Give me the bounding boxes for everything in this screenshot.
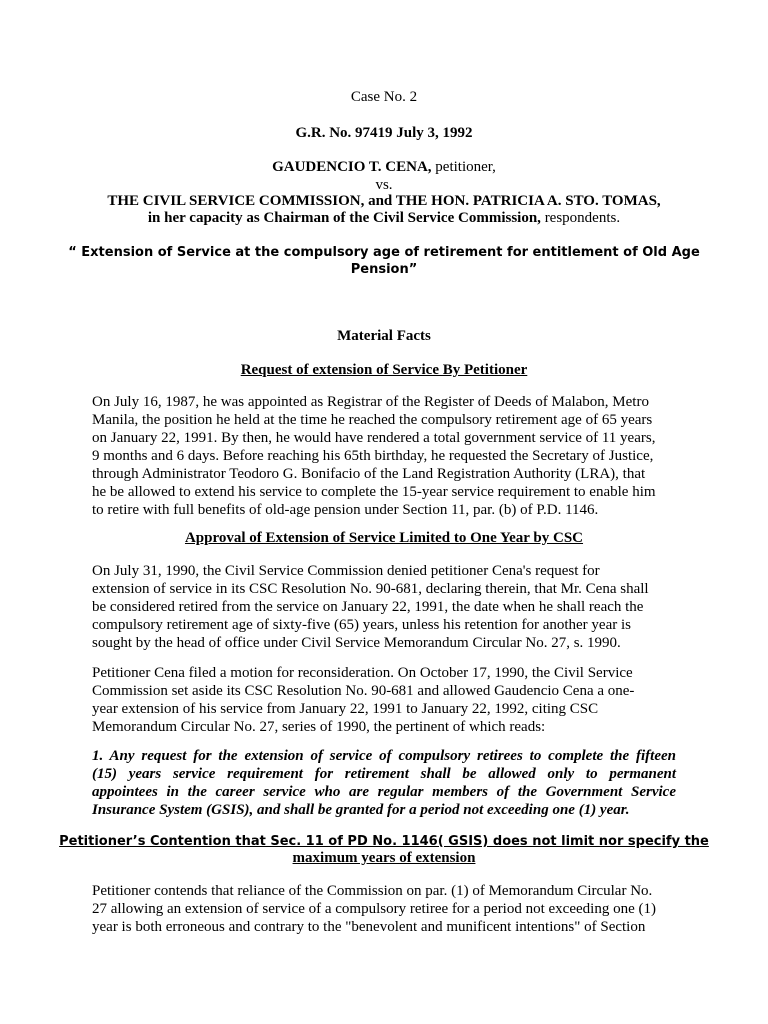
- section-heading-contention-2: maximum years of extension: [292, 850, 476, 866]
- respondents-line-2: [0, 209, 768, 227]
- paragraph-line: he be allowed to extend his service to complete the 15-year service requirement to enable him: [92, 484, 656, 500]
- paragraph-denial: [92, 562, 676, 652]
- paragraph-reconsideration: [92, 664, 676, 736]
- paragraph-line: Commission set aside its CSC Resolution No. 90-681 and allowed Gaudencio Cena a one-: [92, 683, 635, 699]
- paragraph-line: to retire with full benefits of old-age pension under Section 11, par. (b) of P.D. 1146.: [92, 502, 599, 518]
- paragraph-line: On July 31, 1990, the Civil Service Commission denied petitioner Cena's request for: [92, 563, 600, 579]
- paragraph-line: through Administrator Teodoro G. Bonifacio of the Land Registration Authority (LRA), that: [92, 466, 646, 482]
- quote-line: appointees in the career service who are regular members of the Government Service: [92, 784, 676, 800]
- paragraph-line: Petitioner contends that reliance of the Commission on par. (1) of Memorandum Circular No.: [92, 883, 653, 899]
- paragraph-line: On July 16, 1987, he was appointed as Registrar of the Register of Deeds of Malabon, Metro: [92, 394, 649, 410]
- section-heading-request: Request of extension of Service By Petitioner: [240, 362, 528, 378]
- material-facts-title: Material Facts: [337, 328, 431, 344]
- paragraph-line: be considered retired from the service on January 22, 1991, the date when he shall reach the: [92, 599, 644, 615]
- case-topic-line-2: Pension”: [350, 262, 418, 277]
- quote-line: (15) years service requirement for retirement shall be allowed only to permanent: [92, 766, 676, 782]
- versus: vs.: [375, 177, 393, 193]
- petitioner-role: petitioner,: [431, 159, 496, 175]
- paragraph-request: [92, 393, 676, 519]
- respondents-role: respondents.: [540, 210, 621, 226]
- paragraph-line: compulsory retirement age of sixty-five (65) years, unless his retention for another year is: [92, 617, 631, 633]
- paragraph-line: year extension of his service from January 22, 1991 to January 22, 1992, citing CSC: [92, 701, 599, 717]
- paragraph-line: Manila, the position he held at the time he reached the compulsory retirement age of 65 years: [92, 412, 653, 428]
- case-topic-line-1: “ Extension of Service at the compulsory age of retirement for entitlement of Old Age: [68, 245, 700, 260]
- paragraph-line: 27 allowing an extension of service of a compulsory retiree for a period not exceeding one (1): [92, 901, 656, 917]
- case-number: Case No. 2: [350, 89, 418, 105]
- paragraph-line: extension of service in its CSC Resolution No. 90-681, declaring therein, that Mr. Cena shall: [92, 581, 649, 597]
- respondents-line-1: THE CIVIL SERVICE COMMISSION, and THE HON. PATRICIA A. STO. TOMAS,: [107, 193, 661, 209]
- paragraph-contention: [92, 882, 676, 936]
- petitioner-line: [0, 158, 768, 176]
- petitioner-name: GAUDENCIO T. CENA,: [272, 159, 432, 175]
- quote-line: Insurance System (GSIS), and shall be granted for a period not exceeding one (1) year.: [92, 802, 630, 818]
- quoted-circular: [92, 747, 676, 819]
- section-heading-contention-1: Petitioner’s Contention that Sec. 11 of PD No. 1146( GSIS) does not limit nor specify the: [59, 834, 709, 849]
- paragraph-line: Petitioner Cena filed a motion for reconsideration. On October 17, 1990, the Civil Service: [92, 665, 633, 681]
- respondents-capacity: in her capacity as Chairman of the Civil Service Commission,: [147, 210, 541, 226]
- paragraph-line: year is both erroneous and contrary to the "benevolent and munificent intentions" of Section: [92, 919, 646, 935]
- paragraph-line: 9 months and 6 days. Before reaching his 65th birthday, he requested the Secretary of Justice,: [92, 448, 654, 464]
- section-heading-approval: Approval of Extension of Service Limited to One Year by CSC: [184, 530, 584, 546]
- paragraph-line: Memorandum Circular No. 27, series of 1990, the pertinent of which reads:: [92, 719, 546, 735]
- gr-number: G.R. No. 97419 July 3, 1992: [295, 125, 473, 141]
- quote-line: 1. Any request for the extension of service of compulsory retirees to complete the fifteen: [92, 748, 676, 764]
- paragraph-line: on January 22, 1991. By then, he would have rendered a total government service of 11 years,: [92, 430, 656, 446]
- paragraph-line: sought by the head of office under Civil Service Memorandum Circular No. 27, s. 1990.: [92, 635, 621, 651]
